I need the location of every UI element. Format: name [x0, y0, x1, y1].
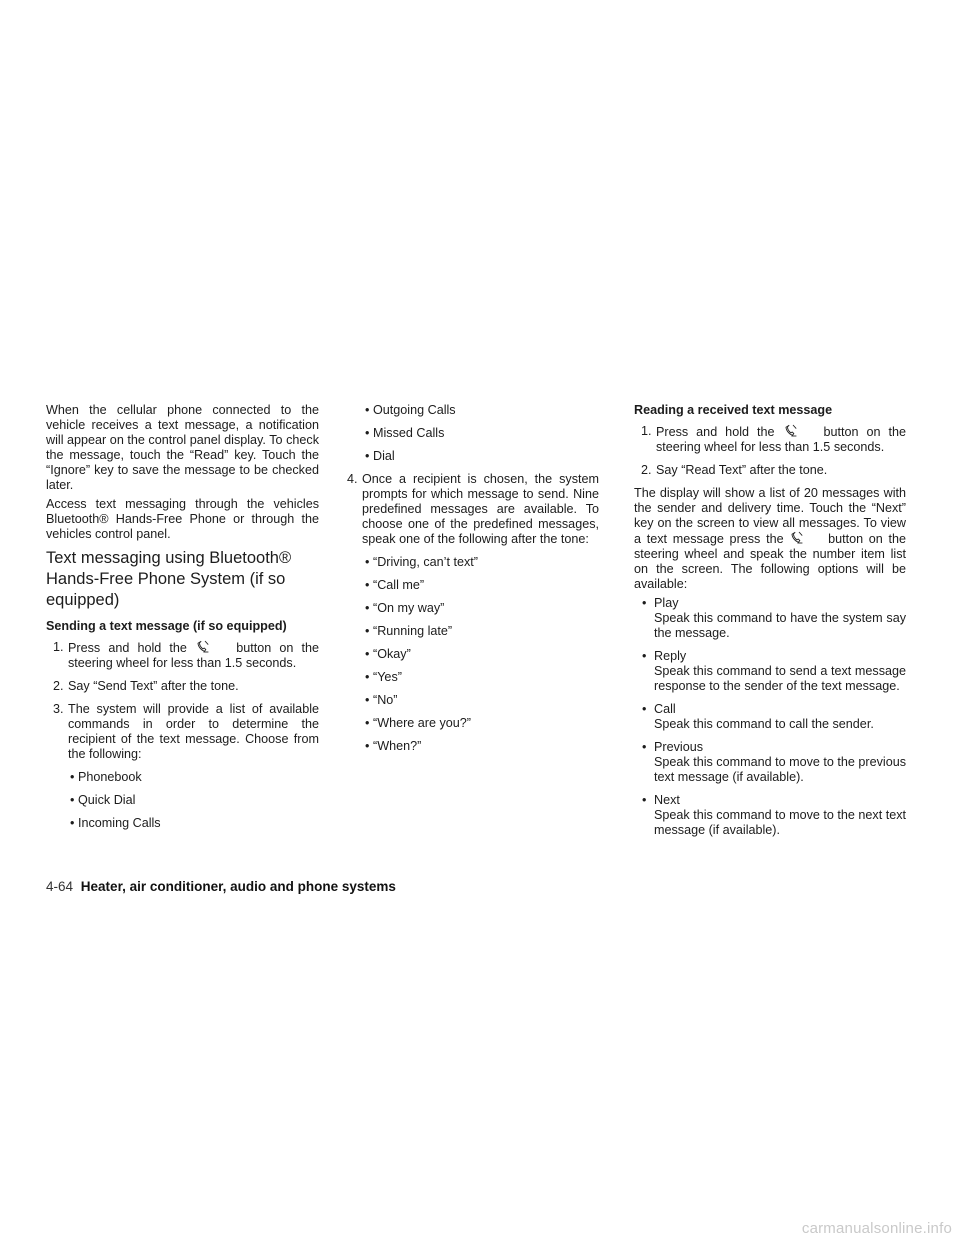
- bullet: •: [70, 770, 75, 784]
- step-text-pre: Press and hold the: [656, 425, 775, 439]
- intro-paragraph-1: When the cellular phone connected to the vehicle receives a text message, a notification will appear on the control panel display. To check the message, touch the “Read” key. Touch the “Ignore” key to save the message to be checked later.: [46, 403, 319, 492]
- message-item: [340, 601, 599, 616]
- message-text: “Call me”: [373, 578, 425, 592]
- step-number: 1.: [641, 424, 652, 438]
- option-description: Speak this command to have the system say the message.: [654, 611, 906, 640]
- step-number: 2.: [641, 463, 652, 477]
- send-step-1: [46, 640, 319, 671]
- message-item: [340, 647, 599, 662]
- message-text: “Yes”: [373, 670, 402, 684]
- message-item: [340, 670, 599, 685]
- bullet: •: [365, 449, 370, 463]
- message-text: “On my way”: [373, 601, 445, 615]
- list-item-text: Incoming Calls: [78, 816, 161, 830]
- bullet: •: [365, 555, 370, 569]
- bullet: •: [365, 624, 370, 638]
- column-2: [340, 403, 599, 762]
- reading-paragraph-pre: The display will show a list of 20 messages with the sender and delivery time. Touch the “Next” key on the screen to view all messages. To view a text message press the: [634, 486, 906, 546]
- message-text: “Okay”: [373, 647, 411, 661]
- list-item-text: Outgoing Calls: [373, 403, 456, 417]
- bullet: •: [642, 793, 647, 807]
- bullet: •: [642, 596, 647, 610]
- step-text: Say “Read Text” after the tone.: [656, 463, 828, 477]
- list-item: [340, 449, 599, 464]
- bullet: •: [642, 740, 647, 754]
- option-description: Speak this command to move to the previous text message (if available).: [654, 755, 907, 784]
- message-item: [340, 555, 599, 570]
- list-item: [340, 426, 599, 441]
- option-next: [634, 793, 906, 838]
- option-name: Previous: [654, 740, 703, 754]
- option-call: [634, 702, 906, 732]
- section-title: Heater, air conditioner, audio and phone systems: [80, 879, 396, 894]
- page-footer: [46, 879, 396, 895]
- option-name: Next: [654, 793, 680, 807]
- message-item: [340, 624, 599, 639]
- bullet: •: [70, 816, 75, 830]
- bullet: •: [365, 403, 370, 417]
- subheading-reading: Reading a received text message: [634, 403, 833, 417]
- message-text: “No”: [373, 693, 398, 707]
- list-item: [46, 816, 319, 831]
- list-item: [46, 770, 319, 785]
- step-number: 3.: [53, 702, 64, 716]
- option-play: [634, 596, 906, 641]
- message-text: “When?”: [373, 739, 422, 753]
- bullet: •: [365, 578, 370, 592]
- section-heading: Text messaging using Bluetooth® Hands-Free Phone System (if so equipped): [46, 549, 292, 609]
- bullet: •: [365, 693, 370, 707]
- list-item-text: Dial: [373, 449, 395, 463]
- step-text: The system will provide a list of available commands in order to determine the recipient of the text message. Choose from the following:: [68, 702, 319, 761]
- list-item-text: Phonebook: [78, 770, 142, 784]
- watermark: carmanualsonline.info: [801, 1220, 952, 1237]
- send-step-3: [46, 702, 319, 762]
- send-step-2: [46, 679, 319, 694]
- step-text-post: button on the steering wheel for less than 1.5 seconds.: [656, 425, 907, 454]
- list-item-text: Missed Calls: [373, 426, 445, 440]
- bullet: •: [365, 647, 370, 661]
- message-text: “Running late”: [373, 624, 453, 638]
- column-3: [634, 403, 906, 846]
- option-description: Speak this command to call the sender.: [654, 717, 874, 731]
- message-text: “Where are you?”: [373, 716, 471, 730]
- voice-talk-icon: [791, 531, 803, 544]
- bullet: •: [365, 670, 370, 684]
- step-text: Say “Send Text” after the tone.: [68, 679, 239, 693]
- step-number: 1.: [53, 640, 64, 654]
- reading-paragraph: [634, 486, 906, 592]
- subheading-sending: Sending a text message (if so equipped): [46, 619, 287, 633]
- reading-paragraph-post: button on the steering wheel and speak the number item list on the screen. The following options will be available:: [634, 532, 907, 591]
- voice-talk-icon: [785, 424, 797, 437]
- option-name: Reply: [654, 649, 687, 663]
- bullet: •: [642, 702, 647, 716]
- option-description: Speak this command to move to the next text message (if available).: [654, 808, 907, 837]
- option-description: Speak this command to send a text message response to the sender of the text message.: [654, 664, 906, 693]
- list-item: [46, 793, 319, 808]
- intro-paragraph-2: Access text messaging through the vehicles Bluetooth® Hands-Free Phone or through the vehicles control panel.: [46, 497, 319, 541]
- read-step-1: [634, 424, 906, 455]
- read-step-2: [634, 463, 906, 478]
- message-item: [340, 739, 599, 754]
- voice-talk-icon: [197, 640, 209, 653]
- message-text: “Driving, can’t text”: [373, 555, 478, 569]
- option-previous: [634, 740, 906, 785]
- column-1: [46, 403, 319, 839]
- step-text-post: button on the steering wheel for less than 1.5 seconds.: [68, 641, 319, 670]
- bullet: •: [365, 739, 370, 753]
- bullet: •: [642, 649, 647, 663]
- option-name: Call: [654, 702, 676, 716]
- step-number: 4.: [347, 472, 358, 486]
- page-number: 4-64: [46, 879, 74, 894]
- send-step-4: [340, 472, 599, 547]
- message-item: [340, 716, 599, 731]
- bullet: •: [70, 793, 75, 807]
- list-item-text: Quick Dial: [78, 793, 136, 807]
- message-item: [340, 578, 599, 593]
- bullet: •: [365, 716, 370, 730]
- step-text: Once a recipient is chosen, the system prompts for which message to send. Nine predefined messages are available. To choose one of the predefined messages, speak one of the following after the tone:: [362, 472, 599, 546]
- option-name: Play: [654, 596, 679, 610]
- list-item: [340, 403, 599, 418]
- step-number: 2.: [53, 679, 64, 693]
- bullet: •: [365, 426, 370, 440]
- message-item: [340, 693, 599, 708]
- step-text-pre: Press and hold the: [68, 641, 187, 655]
- bullet: •: [365, 601, 370, 615]
- option-reply: [634, 649, 906, 694]
